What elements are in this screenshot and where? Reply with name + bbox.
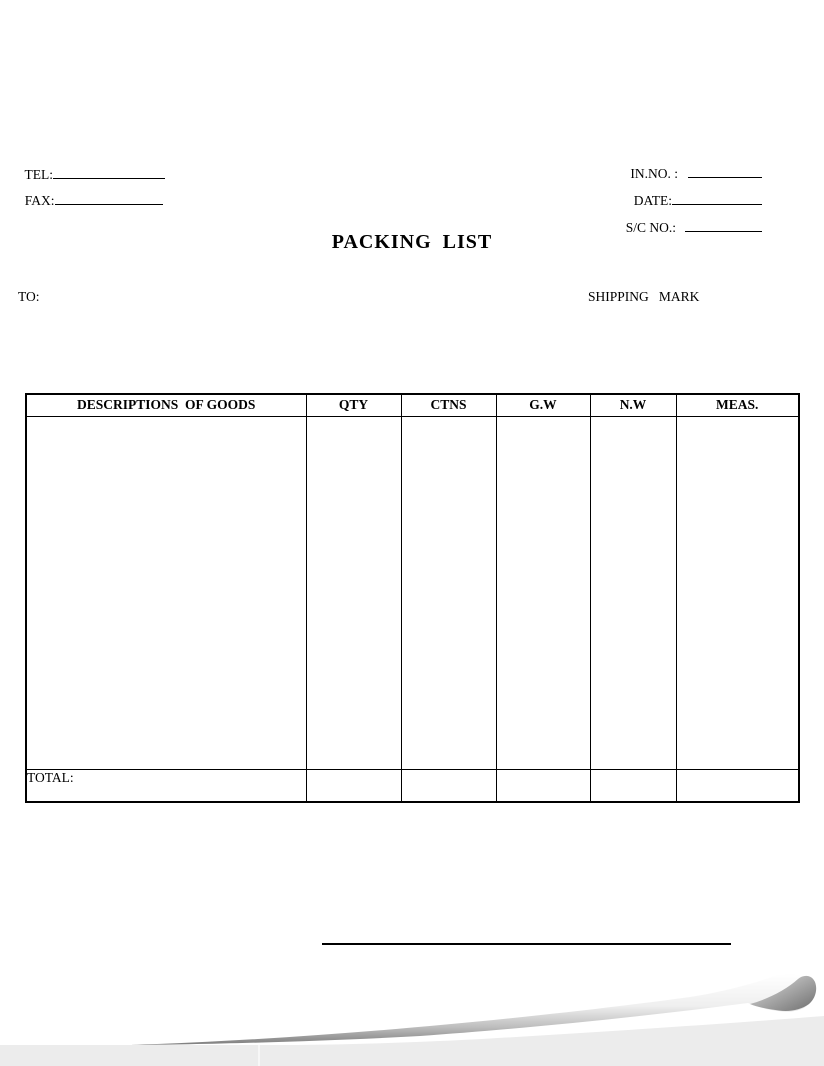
page-curl-graphic bbox=[0, 970, 824, 1066]
table-total-row bbox=[26, 770, 799, 803]
table-body-row bbox=[26, 417, 799, 770]
fax-blank-line bbox=[55, 191, 163, 205]
in-no-label: IN.NO. : bbox=[630, 166, 678, 181]
fax-line bbox=[18, 175, 163, 209]
signature-line bbox=[322, 943, 731, 945]
date-label: DATE: bbox=[633, 193, 672, 208]
body-cell-gw bbox=[496, 417, 590, 770]
total-label: TOTAL: bbox=[26, 770, 306, 803]
body-cell-descriptions bbox=[26, 417, 306, 770]
sc-no-blank-line bbox=[685, 218, 762, 232]
total-cell-gw bbox=[496, 770, 590, 803]
sc-no-label: S/C NO.: bbox=[625, 220, 676, 235]
header-descriptions: DESCRIPTIONS OF GOODS bbox=[26, 394, 306, 417]
page-title: PACKING LIST bbox=[331, 231, 493, 253]
body-cell-meas bbox=[676, 417, 799, 770]
total-cell-ctns bbox=[401, 770, 496, 803]
fax-label: FAX: bbox=[24, 193, 55, 208]
body-cell-qty bbox=[306, 417, 401, 770]
header-gw: G.W bbox=[496, 394, 590, 417]
total-cell-qty bbox=[306, 770, 401, 803]
goods-table bbox=[25, 393, 800, 803]
header-qty: QTY bbox=[306, 394, 401, 417]
shipping-mark-label: SHIPPING MARK bbox=[588, 289, 700, 304]
under-page-gray bbox=[0, 1016, 824, 1066]
body-cell-ctns bbox=[401, 417, 496, 770]
tel-label: TEL: bbox=[24, 167, 54, 182]
table-header-row bbox=[26, 394, 799, 417]
header-nw: N.W bbox=[590, 394, 676, 417]
total-cell-meas bbox=[676, 770, 799, 803]
header-meas: MEAS. bbox=[676, 394, 799, 417]
total-cell-nw bbox=[590, 770, 676, 803]
to-label: TO: bbox=[18, 289, 40, 304]
body-cell-nw bbox=[590, 417, 676, 770]
header-ctns: CTNS bbox=[401, 394, 496, 417]
bottom-bar-seam bbox=[258, 1045, 260, 1066]
